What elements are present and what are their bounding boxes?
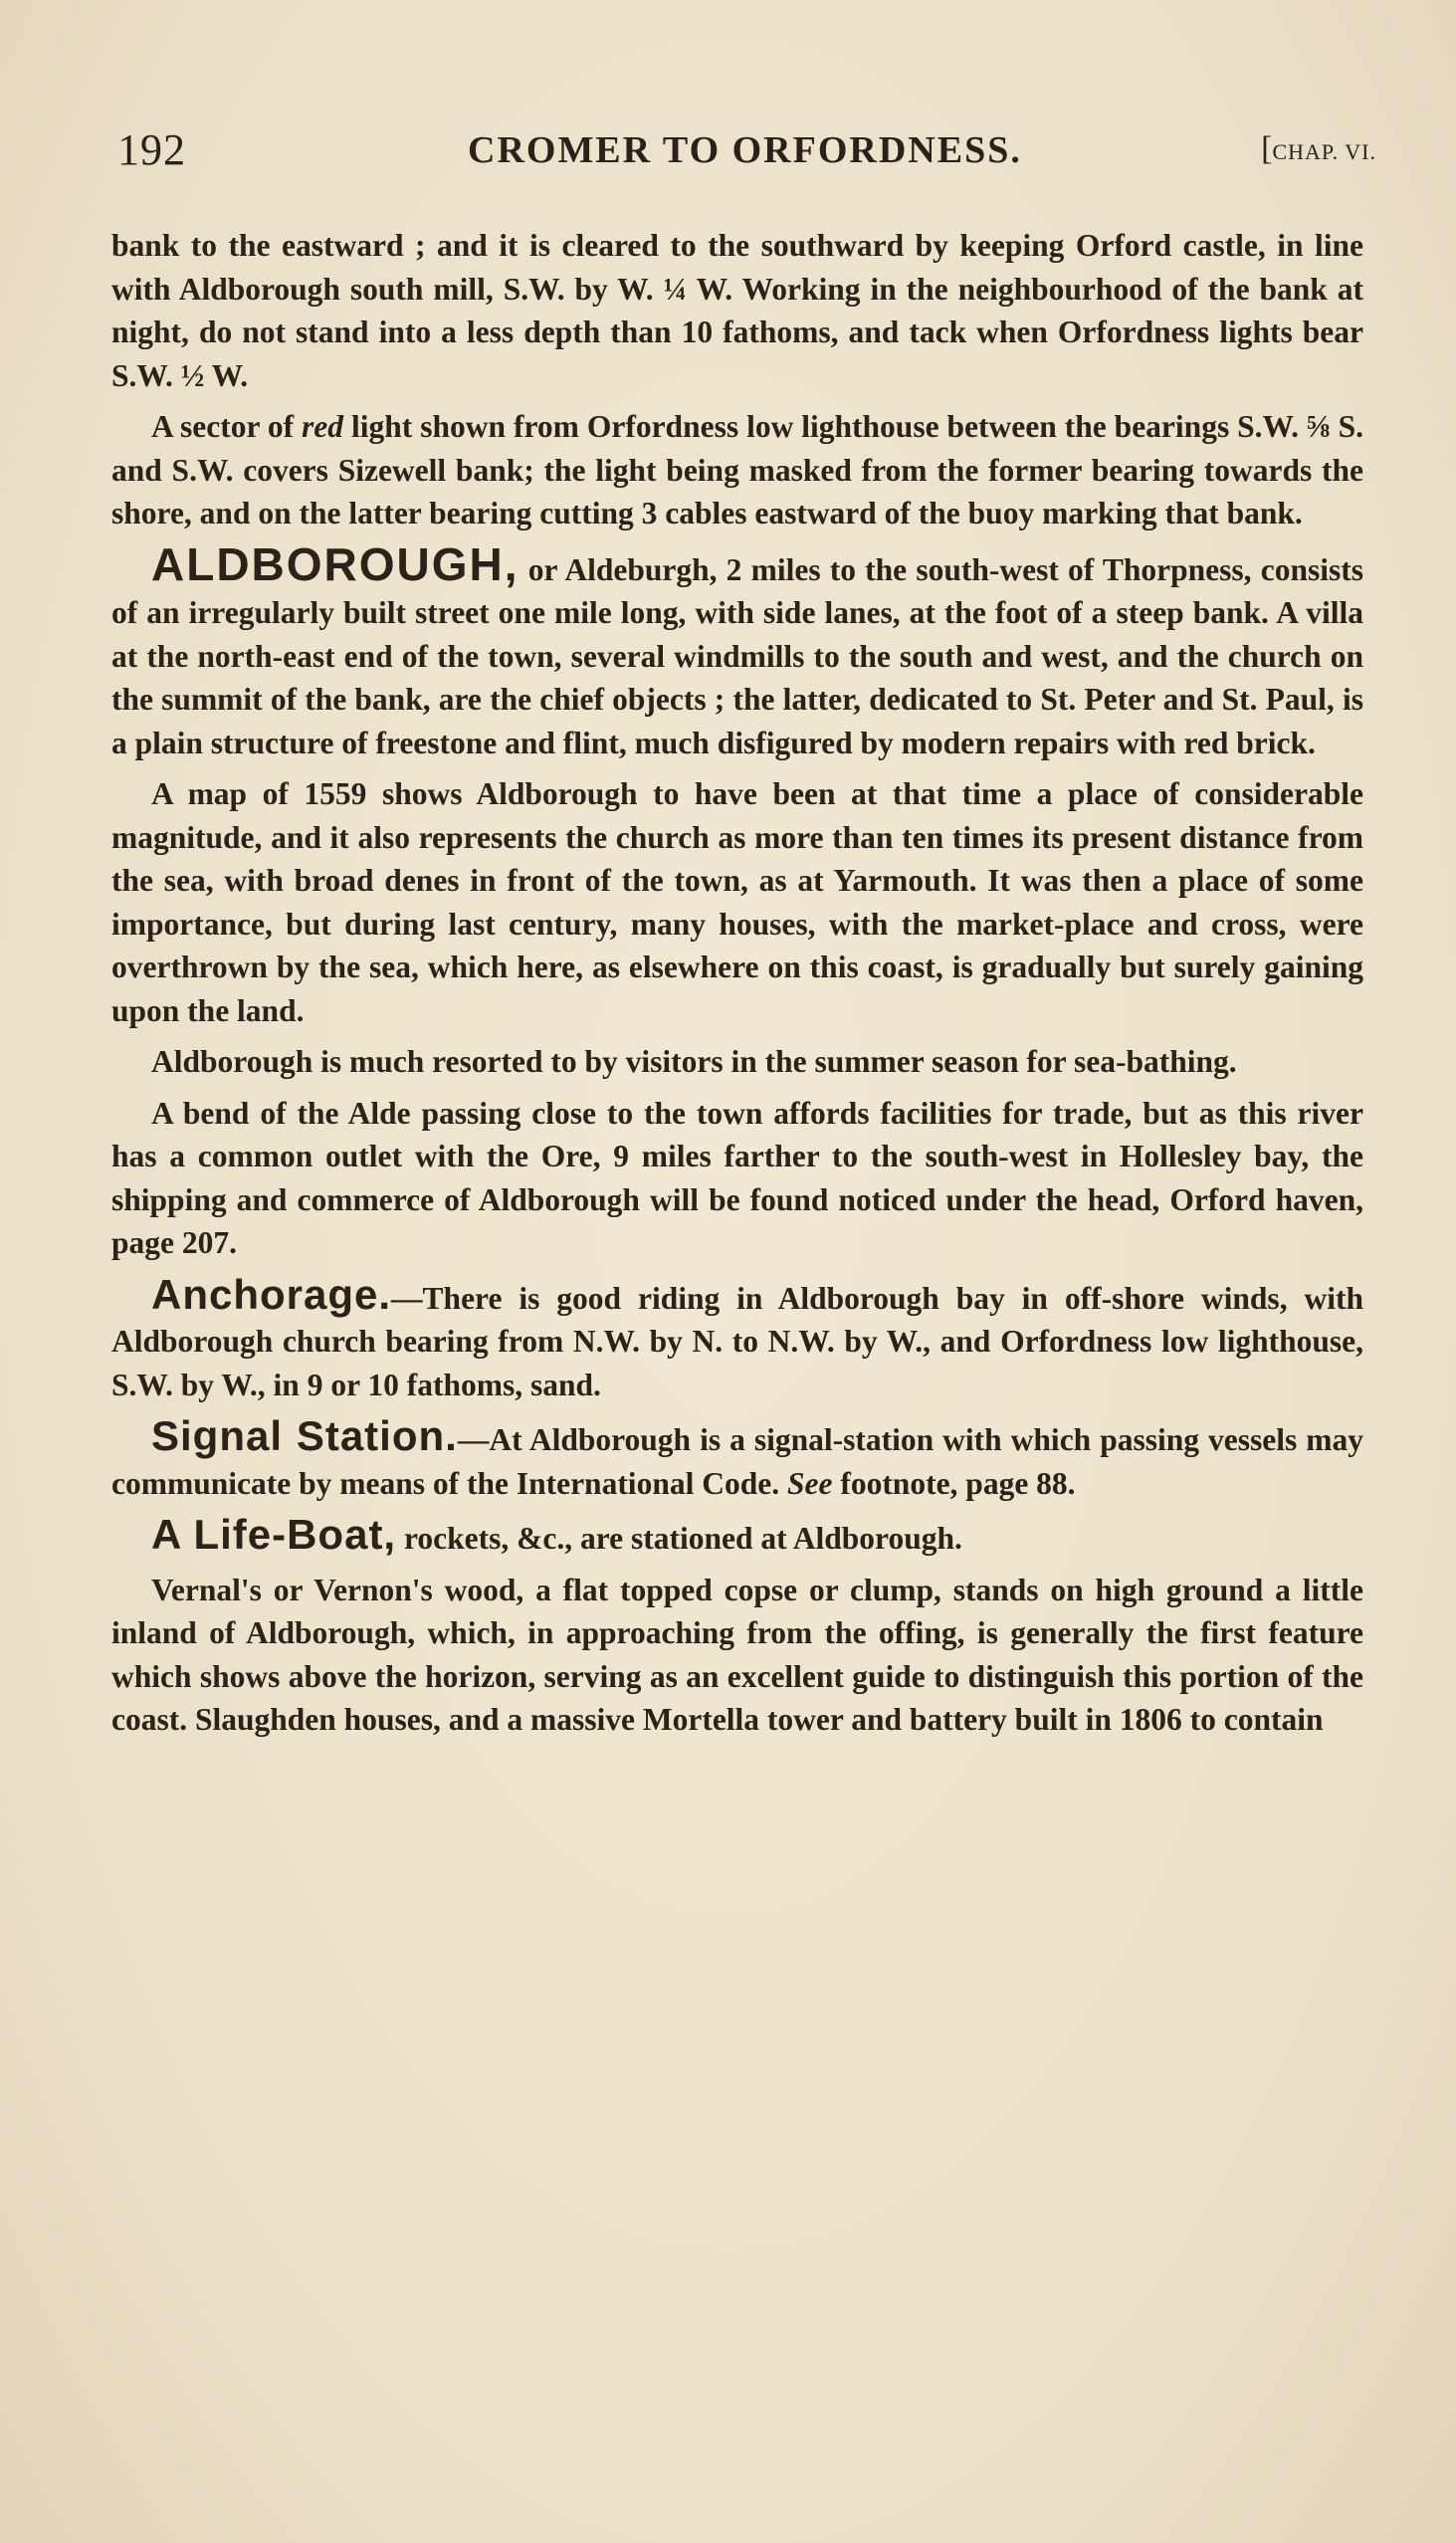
section-heading-aldborough: ALDBOROUGH,: [151, 537, 520, 590]
paragraph-vernons-wood: Vernal's or Vernon's wood, a flat topped copse or clump, stands on high ground a little inland of Aldborough, which, in approaching from the offing, is generally the first feature which shows above the horizon, serving as an excellent guide to distinguish this portion of the coast. Slaughden houses, and a massive Mortella tower and battery built in 1806 to contain: [111, 1572, 1363, 1737]
paragraph-anchorage: [111, 1270, 1363, 1407]
section-heading-anchorage: Anchorage.: [151, 1270, 392, 1318]
italic-word: See: [786, 1465, 833, 1501]
text-segment: or Aldeburgh, 2 miles to the south-west of Thorpness, consists of an irregularly built street one mile long, with side lanes, at the foot of a steep bank. A villa at the north-east end of the town, several windmills to the south and west, and the church on the summit of the bank, are the chief objects ; the latter, dedicated to St. Peter and St. Paul, is a plain structure of freestone and flint, much disfigured by modern repairs with red brick.: [111, 551, 1363, 760]
page-header: [117, 124, 1376, 184]
text-segment: —There is good riding in Aldborough bay in off-shore winds, with Aldborough church bearing from N.W. by N. to N.W. by W., and Orfordness low lighthouse, S.W. by W., in 9 or 10 fathoms, sand.: [111, 1280, 1363, 1402]
section-heading-signal-station: Signal Station.: [151, 1412, 458, 1459]
running-title: CROMER TO ORFORDNESS.: [468, 129, 1022, 171]
paragraph-visitors: Aldborough is much resorted to by visitors in the summer season for sea-bathing.: [151, 1044, 1237, 1079]
text-segment: rockets, &c., are stationed at Aldborough.: [396, 1521, 962, 1556]
paragraph-aldborough: [111, 537, 1363, 765]
text-segment: A sector of: [151, 409, 303, 444]
text-segment: light shown from Orfordness low lighthouse between the bearings S.W. ⅝ S. and S.W. covers Sizewell bank; the light being masked from the former bearing towards the shore, and on the latter bearing cutting 3 cables eastward of the buoy marking that bank.: [111, 409, 1363, 530]
text-segment: —At Aldborough is a signal-station with which passing vessels may communicate by means of the International Code.: [111, 1422, 1364, 1501]
paragraph-red-sector: [111, 405, 1363, 535]
paragraph-alde-river: A bend of the Alde passing close to the town affords facilities for trade, but as this river has a common outlet with the Ore, 9 miles farther to the south-west in Hollesley bay, the shipping and commerce of Aldborough will be found noticed under the head, Orford haven, page 207.: [111, 1095, 1363, 1260]
chapter-bracket: [: [1261, 130, 1273, 167]
italic-word: red: [302, 409, 344, 444]
paragraph-life-boat: [111, 1513, 1363, 1561]
page-body: [111, 224, 1363, 1750]
paragraph-signal-station: [111, 1414, 1363, 1505]
chapter-abbrev: CHAP. VI.: [1272, 139, 1376, 164]
text-segment: footnote, page 88.: [832, 1465, 1076, 1501]
chapter-reference: [1261, 130, 1376, 168]
paragraph-map-1559: A map of 1559 shows Aldborough to have been at that time a place of considerable magnitude, and it also represents the church as more than ten times its present distance from the sea, with broad denes in front of the town, as at Yarmouth. It was then a place of some importance, but during last century, many houses, with the market-place and cross, were overthrown by the sea, which here, as elsewhere on this coast, is gradually but surely gaining upon the land.: [111, 776, 1363, 1028]
section-heading-life-boat: A Life-Boat,: [151, 1511, 397, 1558]
paragraph-continuation: bank to the eastward ; and it is cleared to the southward by keeping Orford castle, in line with Aldborough south mill, S.W. by W. ¼ W. Working in the neighbourhood of the bank at night, do not stand into a less depth than 10 fathoms, and tack when Orfordness lights bear S.W. ½ W.: [111, 228, 1363, 393]
page-number: 192: [117, 125, 186, 174]
